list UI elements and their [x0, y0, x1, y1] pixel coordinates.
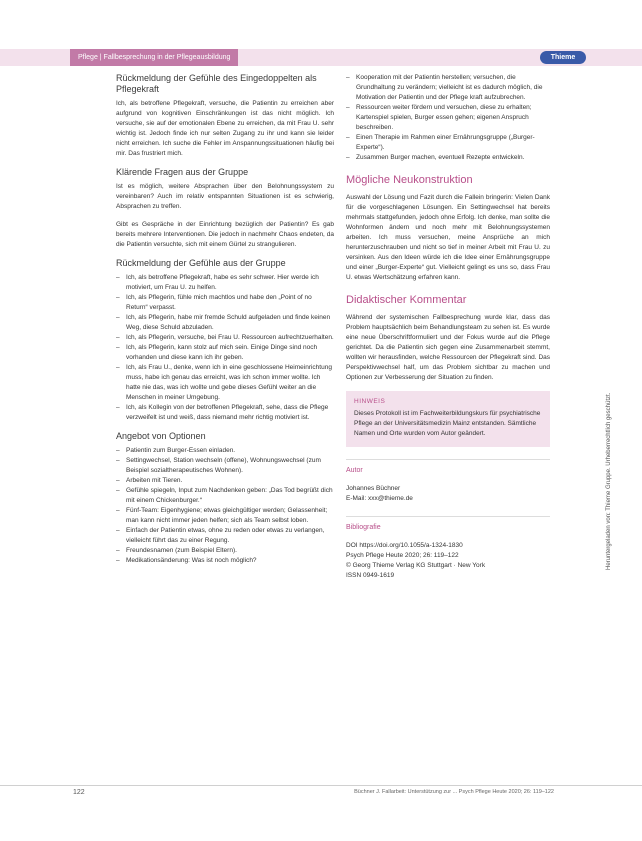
footer-citation: Büchner J. Fallarbeit: Unterstützung zur ... Psych Pflege Heute 2020; 26: 119–122	[354, 789, 554, 795]
list-item: – Ich, als betroffene Pflegekraft, habe es sehr schwer. Hier werde ich motiviert, um Frau U. zu helfen.	[116, 273, 334, 293]
hinweis-box	[346, 391, 550, 447]
section-label: Pflege | Fallbesprechung in der Pflegeausbildung	[70, 49, 238, 66]
list-item: – Medikationsänderung: Was ist noch möglich?	[116, 556, 334, 566]
autor-name: Johannes Büchner	[346, 485, 401, 492]
heading-neukonstruktion: Mögliche Neukonstruktion	[346, 174, 473, 186]
heading-rueckmeldung-pflegekraft: Rückmeldung der Gefühle des Eingedoppelten als Pflegekraft	[116, 73, 317, 94]
heading-rueckmeldung-gruppe: Rückmeldung der Gefühle aus der Gruppe	[116, 258, 286, 268]
list-item: – Fünf-Team: Eigenhygiene; etwas gleichgültiger werden; Gelassenheit; man kann nicht immer jeden helfen; sich als Team selbst loben.	[116, 506, 334, 526]
list-item: – Ich, als Frau U., denke, wenn ich in eine geschlossene Heimeinrichtung muss, habe ich genau das erreicht, was ich schon immer wollte. Ich hatte nie das, was ich wollte und gebe dieses Gefühl weiter an die Menschen in meiner Umgebung.	[116, 363, 334, 403]
list-item: – Ich, als Pflegerin, kann stolz auf mich sein. Einige Dinge sind noch vorhanden und diese kann ich ihr geben.	[116, 343, 334, 363]
paragraph-klaerende-1: Ist es möglich, weitere Absprachen über den Belohnungssystem zu vereinbaren? Auch im relativ entspannten Situationen ist es schwierig, Absprachen zu treffen.	[116, 183, 334, 210]
paragraph-neukonstruktion: Auswahl der Lösung und Fazit durch die Fallein bringerin: Vielen Dank für die vorgeschlagenen Lösungen. Ein Settingwechsel hat bereits mehrmals stattgefunden, jedoch ohne Erfolg. Ich denke, man sollte die Wohnformen ändern und noch mehr mit Belohnungssystemen arbeiten. Ich muss versuchen, meine Ansprüche an mich herunterzuschrauben und nicht so tief in meiner Arbeit mit Frau U. zu versinken. Aus den Ideen würde ich die Idee einer Ernährungsgruppe und einer „Burger-Experte“ gut. Vielleicht gelingt es uns so, dass Frau U. etwas Wertschätzung erfahren kann.	[346, 194, 550, 281]
issn-line: ISSN 0949-1619	[346, 572, 395, 579]
paragraph-klaerende-2: Gibt es Gespräche in der Einrichtung bezüglich der Patientin? Es gab bereits mehrere Interventionen. Die jedoch in nachmehr Chaos endeten, da die Patientin versuchte, sich mit einem Gürtel zu strangulieren.	[116, 221, 334, 248]
footer-divider	[0, 785, 642, 786]
list-item: – Ich, als Pflegerin, versuche, bei Frau U. Ressourcen aufrechtzuerhalten.	[116, 333, 334, 343]
top-options-list	[346, 73, 550, 163]
list-item: – Ich, als Pflegerin, fühle mich machtlos und habe den „Point of no Return“ verpasst.	[116, 293, 334, 313]
list-item: – Ressourcen weiter fördern und versuchen, diese zu erhalten; Kartenspiel spielen, Burger essen gehen; eigenen Anspruch beschreiben.	[346, 103, 550, 133]
list-item: – Freundesnamen (zum Beispiel Eltern).	[116, 546, 334, 556]
paragraph-kommentar: Während der systemischen Fallbesprechung wurde klar, dass das Problem hauptsächlich beim Behandlungsteam zu sehen ist. Es wurde eine neue Überschriftformuliert und der Fokus wurde auf die Pflege gerichtet. Da die Patientin sich gegen eine Zusammenarbeit stemmt, wollten wir herausfinden, welche Ressourcen der Pflegekraft sind. Das Perspektivwechsel half, um das Problem sichtbar zu machen und Optionen zur Verbesserung der Situation zu finden.	[346, 314, 550, 381]
bibliografie-block	[346, 541, 550, 581]
journal-line: Psych Pflege Heute 2020; 26: 119–122	[346, 552, 459, 559]
right-column	[346, 73, 550, 593]
angebot-list	[116, 446, 334, 566]
list-item: – Patientin zum Burger-Essen einladen.	[116, 446, 334, 456]
list-item: – Zusammen Burger machen, eventuell Rezepte entwickeln.	[346, 153, 550, 163]
left-column	[116, 73, 334, 574]
gruppe-list	[116, 273, 334, 423]
page-number: 122	[73, 789, 85, 796]
publisher-line: © Georg Thieme Verlag KG Stuttgart · New York	[346, 562, 486, 569]
heading-angebot-optionen: Angebot von Optionen	[116, 431, 206, 441]
paragraph-rueckmeldung-pflegekraft: Ich, als betroffene Pflegekraft, versuche, die Patientin zu erreichen aber aufgrund von kognitiven Einschränkungen ist das nicht möglich. Ich versuche, sie auf der emotionalen Ebene zu erreichen, da mit Frau U. sehr wichtig ist. Jedoch finde ich nur selten Zugang zu ihr und kann sie leider nicht erreichen. Ich suche die Fehler im Anspannungssituationen häufig bei mir. Das frustriert mich.	[116, 100, 334, 157]
doi-link[interactable]: DOI https://doi.org/10.1055/a-1324-1830	[346, 542, 463, 549]
download-notice: Heruntergeladen von: Thieme Gruppe. Urheberrechtlich geschützt.	[606, 392, 612, 570]
heading-didaktischer-kommentar: Didaktischer Kommentar	[346, 294, 467, 306]
list-item: – Arbeiten mit Tieren.	[116, 476, 334, 486]
thieme-logo: Thieme	[540, 51, 586, 64]
heading-klaerende-fragen: Klärende Fragen aus der Gruppe	[116, 167, 249, 177]
list-item: – Kooperation mit der Patientin herstellen; versuchen, die Grundhaltung zu verändern; vielleicht ist es dadurch möglich, die Motivation der Patientin und der Pflege kraft aufzubrechen.	[346, 73, 550, 103]
autor-email[interactable]: E-Mail: xxx@thieme.de	[346, 495, 413, 502]
autor-block	[346, 484, 550, 504]
bibliografie-heading: Bibliografie	[346, 516, 550, 533]
list-item: – Einfach der Patientin etwas, ohne zu reden oder etwas zu verlangen, vielleicht führt das zu einer Regung.	[116, 526, 334, 546]
list-item: – Einen Therapie im Rahmen einer Ernährungsgruppe („Burger-Experte“).	[346, 133, 550, 153]
hinweis-text: Dieses Protokoll ist im Fachweiterbildungskurs für psychiatrische Pflege an der Universitätsmedizin Mainz entstanden. Sämtliche Namen und Orte wurden vom Autor geändert.	[354, 410, 541, 437]
list-item: – Ich, als Pflegerin, habe mir fremde Schuld aufgeladen und finde keinen Weg, diese Schuld abzuladen.	[116, 313, 334, 333]
list-item: – Gefühle spiegeln, Input zum Nachdenken geben: „Das Tod begrüßt dich mit einem Chickenburger.“	[116, 486, 334, 506]
hinweis-title: HINWEIS	[354, 398, 386, 405]
list-item: – Ich, als Kollegin von der betroffenen Pflegekraft, sehe, dass die Pflege verzweifelt ist und weiß, dass niemand mehr richtig motiviert ist.	[116, 403, 334, 423]
autor-heading: Autor	[346, 459, 550, 476]
list-item: – Settingwechsel, Station wechseln (offene), Wohnungswechsel (zum Beispiel sozialtherapeutisches Wohnen).	[116, 456, 334, 476]
